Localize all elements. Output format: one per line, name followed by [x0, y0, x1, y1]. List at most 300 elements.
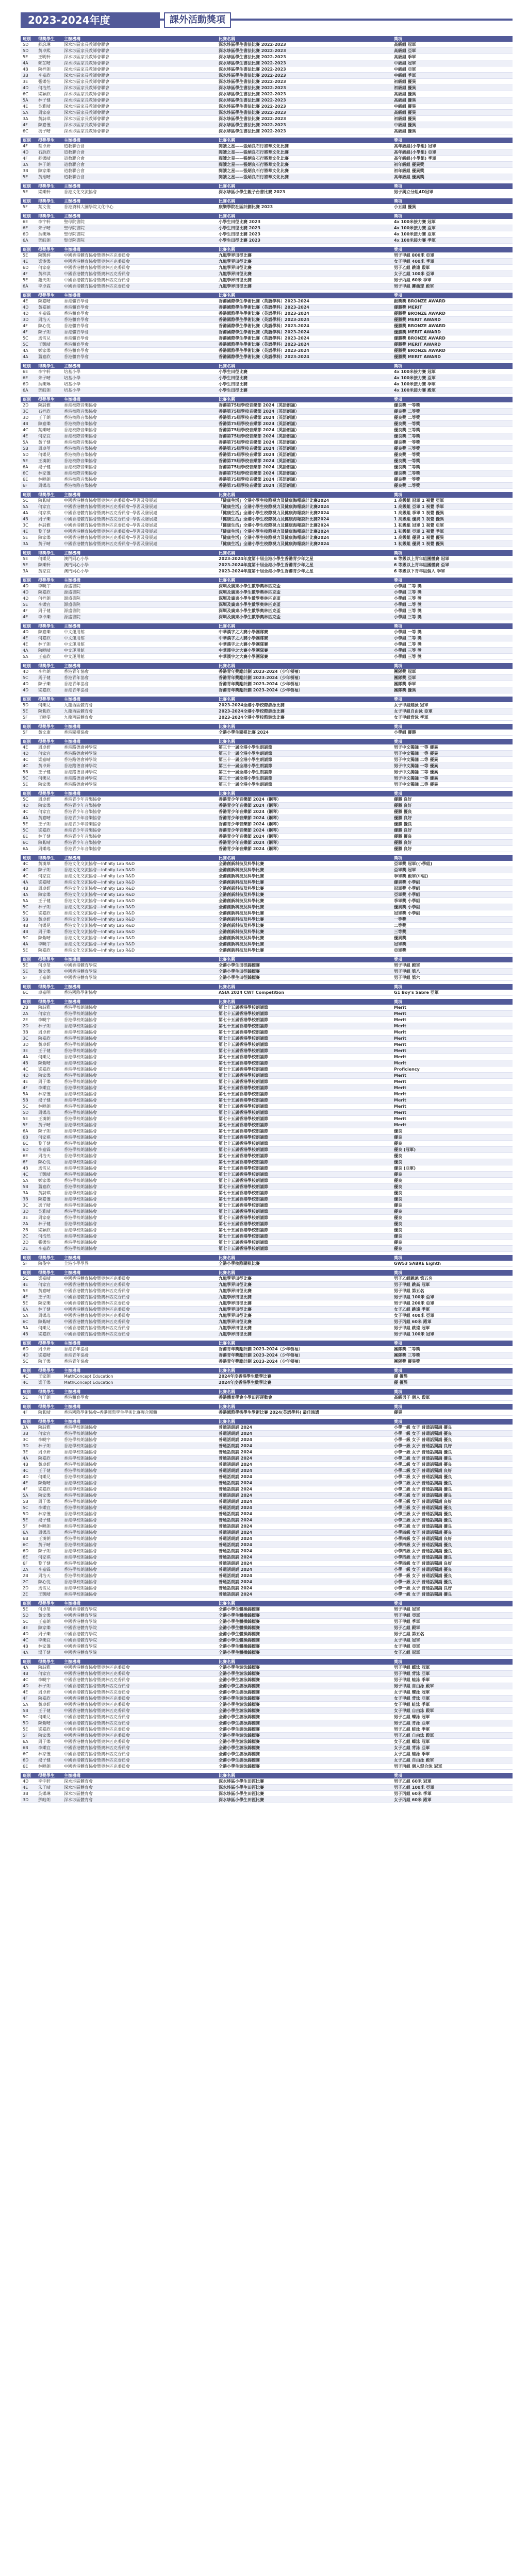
competition-cell: 閱讀之星——張炳良石行將華文化比賽 [217, 174, 392, 180]
student-cell: 何樂兒 [36, 1325, 62, 1331]
student-cell: 陳紫晴 [36, 1410, 62, 1416]
organizer-cell: 香港學校朗誦協會 [62, 1591, 217, 1598]
table-header-row [21, 1773, 513, 1778]
award-cell: 優良 [392, 1246, 513, 1252]
column-header: 獎項 [392, 697, 513, 702]
award-cell: 初級組 優異 [392, 79, 513, 85]
organizer-cell: 深水埗區家長教師會聯會 [62, 122, 217, 128]
award-cell: 初年級組 優異獎 [392, 168, 513, 174]
award-cell: 女子乙組 蛙泳 季軍 [392, 1751, 513, 1757]
competition-cell: 深圳及廣東小學生數學奧林匹克盃 [217, 583, 392, 589]
organizer-cell: 香港學校朗誦協會 [62, 1573, 217, 1579]
student-cell: 蘇樂晴 [36, 156, 62, 162]
table-row [21, 1165, 513, 1172]
organizer-cell: 香港體育學會 [62, 298, 217, 304]
column-header: 班別 [21, 578, 36, 583]
award-cell: 小學三級 女子 普通話獨誦 優良 [392, 1511, 513, 1517]
student-cell: 林子朗 [36, 1683, 62, 1689]
competition-cell: 第七十五屆香港學校朗誦節 [217, 1246, 392, 1252]
award-cell: 小學一級 女子 普通話獨誦 優良 [392, 1567, 513, 1573]
table-row [21, 1085, 513, 1091]
table-row [21, 1221, 513, 1227]
award-cell: Merit [392, 1097, 513, 1104]
competition-cell: 全港小學生體操錦標賽 [217, 1631, 392, 1637]
organizer-cell: 香港校際音樂協會 [62, 433, 217, 439]
column-header: 比賽名稱 [217, 739, 392, 744]
class-cell: 4D [21, 583, 36, 589]
competition-cell: 香港第75屆學校音樂節 2024（英語朗誦） [217, 433, 392, 439]
table-row [21, 769, 513, 775]
student-cell: 陳曉晴 [36, 648, 62, 654]
year-label: 2023-2024年度 [21, 12, 160, 28]
column-header: 獎項 [392, 1601, 513, 1606]
award-table [21, 36, 513, 134]
award-cell: 小學四級 女子 普通話獨誦 良好 [392, 1536, 513, 1542]
class-cell: 4E [21, 529, 36, 535]
table-row [21, 782, 513, 788]
award-cell: 優良 [392, 1240, 513, 1246]
table-row [21, 162, 513, 168]
student-cell: 陳嘉欣 [36, 1696, 62, 1702]
award-table [21, 1368, 513, 1386]
student-cell: 黃漢華 [36, 861, 62, 867]
table-row [21, 1530, 513, 1536]
class-cell: 5E [21, 556, 36, 562]
award-cell: 男子獨立分組4D冠軍 [392, 189, 513, 195]
student-cell: 馬雪兒 [36, 1585, 62, 1591]
class-cell: 4E [21, 259, 36, 265]
table-row [21, 629, 513, 635]
class-cell: 2D [21, 1240, 36, 1246]
award-table [21, 198, 513, 210]
organizer-cell: 香港文化交流協會—Infinity Lab R&D [62, 910, 217, 917]
organizer-cell: 培基小學 [62, 369, 217, 375]
class-cell: 5B [21, 1499, 36, 1505]
class-cell: 3D [21, 1209, 36, 1215]
column-header: 主辦機構 [62, 247, 217, 252]
class-cell: 6A [21, 387, 36, 394]
student-cell: 卓嘉明 [36, 990, 62, 996]
competition-cell: ASIA 2024 CWT Competition [217, 990, 392, 996]
award-cell: 小學組 二等 獎 [392, 635, 513, 641]
organizer-cell: 中國香港體育協會暨奧林匹克委員會 [62, 1307, 217, 1313]
award-cell: 小學四級 女子 普通話獨誦 良好 [392, 1561, 513, 1567]
competition-cell: 全港小學生田徑錦標賽 [217, 962, 392, 969]
column-header: 獎項 [392, 198, 513, 204]
class-cell: 4C [21, 1468, 36, 1474]
organizer-cell: 香港體育學會 [62, 1395, 217, 1401]
column-header: 班別 [21, 492, 36, 498]
competition-cell: 第七十五屆香港學校朗誦節 [217, 1023, 392, 1029]
award-cell: 女子甲組 400米 亞軍 [392, 1313, 513, 1319]
award-cell: 優勝 良好 [392, 803, 513, 809]
organizer-cell: 深水埗區體育會 [62, 1785, 217, 1791]
organizer-cell: 香港學校朗誦協會 [62, 1128, 217, 1134]
student-cell: 王子健 [36, 1708, 62, 1714]
organizer-cell: 中國香港體育協會暨奧林匹克委員會 [62, 259, 217, 265]
column-header: 主辦機構 [62, 198, 217, 204]
class-cell: 4D [21, 596, 36, 602]
organizer-cell: 香港體育學會 [62, 311, 217, 317]
student-cell: 王子朗 [36, 1294, 62, 1300]
student-cell: 陳詩雅 [36, 1005, 62, 1011]
class-cell: 4F [21, 608, 36, 614]
student-cell: 林子朗 [36, 904, 62, 910]
organizer-cell: 香港青少年音樂協會 [62, 821, 217, 827]
award-cell: 1 初級組 優異 1 視覺 優異 [392, 541, 513, 547]
competition-cell: 香港青少年音樂節 2024（鋼琴） [217, 821, 392, 827]
column-header: 比賽名稱 [217, 1404, 392, 1410]
competition-cell: 全港小學生游泳錦標賽 [217, 1751, 392, 1757]
table-row [21, 1631, 513, 1637]
award-cell: 高年級組(小學組) 亞軍 [392, 149, 513, 156]
class-cell: 3B [21, 168, 36, 174]
award-cell: 男子乙組跳遠 第五名 [392, 1276, 513, 1282]
award-cell: 男子乙組 跳遠 殿軍 [392, 265, 513, 271]
competition-cell: 香港青年獎勵計劃 2023-2024（少年領袖） [217, 1359, 392, 1365]
column-header: 獎項 [392, 293, 513, 298]
organizer-cell: 深水埗區體育會 [62, 1778, 217, 1785]
class-cell: 4B [21, 516, 36, 522]
class-cell: 4A [21, 1054, 36, 1060]
award-cell: 優良 [392, 1227, 513, 1233]
table-row [21, 775, 513, 782]
organizer-cell: 香港學校朗誦協會 [62, 1455, 217, 1462]
organizer-cell: 香港學校朗誦協會 [62, 1122, 217, 1128]
class-cell: 5E [21, 189, 36, 195]
competition-cell: 普通話朗誦 2024 [217, 1499, 392, 1505]
class-cell: 2B [21, 1005, 36, 1011]
table-row [21, 381, 513, 387]
table-row [21, 522, 513, 529]
class-cell: 5B [21, 769, 36, 775]
student-cell: 蕭嘉欣 [36, 354, 62, 360]
award-cell: 男子甲組 100米 亞軍 [392, 1294, 513, 1300]
table-row [21, 744, 513, 751]
competition-cell: 普通話朗誦 2024 [217, 1486, 392, 1493]
student-cell: 何家豪 [36, 265, 62, 271]
competition-cell: 九龍學界田徑比賽 [217, 252, 392, 259]
award-cell: 小學二級 女子 普通話獨誦 優良 [392, 1486, 513, 1493]
competition-cell: 中華漢字之大賽小學團隊賽 [217, 641, 392, 648]
award-cell: 優異獎 小學組 [392, 879, 513, 886]
award-cell: 男子甲組 跳遠 冠軍 [392, 1325, 513, 1331]
table-row [21, 827, 513, 834]
class-cell: 6D [21, 1147, 36, 1153]
table-row [21, 1282, 513, 1288]
table-row [21, 1233, 513, 1240]
column-header: 得獎學生 [36, 293, 62, 298]
column-header: 獎項 [392, 663, 513, 669]
award-table [21, 213, 513, 244]
award-cell: 二等獎 [392, 923, 513, 929]
column-header: 主辦機構 [62, 1389, 217, 1395]
organizer-cell: 中文運用館 [62, 641, 217, 648]
table-row [21, 1196, 513, 1202]
competition-cell: 全港創新科技及科學比賽 [217, 879, 392, 886]
award-cell: 優異 [392, 1410, 513, 1416]
organizer-cell: 香港學校朗誦協會 [62, 1480, 217, 1486]
table-row [21, 1511, 513, 1517]
table-header-row [21, 363, 513, 369]
class-cell: 2B [21, 1227, 36, 1233]
competition-cell: 中華漢字之大賽小學團隊賽 [217, 635, 392, 641]
student-cell: 周卓妍 [36, 886, 62, 892]
table-header-row [21, 1341, 513, 1346]
competition-cell: 深圳及廣東小學生數學奧林匹克盃 [217, 602, 392, 608]
competition-cell: 第七十五屆香港學校朗誦節 [217, 1097, 392, 1104]
table-row [21, 1023, 513, 1029]
table-row [21, 568, 513, 574]
class-cell: 5C [21, 1104, 36, 1110]
competition-cell: 小學生田徑比賽 [217, 375, 392, 381]
class-cell: 5E [21, 1300, 36, 1307]
table-row [21, 757, 513, 763]
table-row [21, 1579, 513, 1585]
column-header: 得獎學生 [36, 1659, 62, 1665]
student-cell: 王子朗 [36, 821, 62, 827]
competition-cell: 全港創新科技及科學比賽 [217, 861, 392, 867]
organizer-cell: 香港學校朗誦協會 [62, 1178, 217, 1184]
class-cell: 5C [21, 910, 36, 917]
student-cell: 陳子樂 [36, 681, 62, 687]
competition-cell: 普通話朗誦 2024 [217, 1468, 392, 1474]
column-header: 班別 [21, 1601, 36, 1606]
student-cell: 張樂怡 [36, 1240, 62, 1246]
competition-cell: 全港小學生體操錦標賽 [217, 1606, 392, 1613]
organizer-cell: 中國香港體育學院 [62, 1606, 217, 1613]
table-row [21, 85, 513, 91]
class-cell: 4B [21, 886, 36, 892]
competition-cell: 全港小學生游泳錦標賽 [217, 1764, 392, 1770]
table-header-row [21, 578, 513, 583]
column-header: 得獎學生 [36, 1419, 62, 1425]
award-table [21, 1601, 513, 1656]
student-cell: 葉樂晴 [36, 427, 62, 433]
award-cell: 優 優異 [392, 1374, 513, 1380]
organizer-cell: 聖母院書院 [62, 238, 217, 244]
table-row [21, 1134, 513, 1141]
student-cell: 張樂怡 [36, 79, 62, 85]
student-cell: 林子健 [36, 1307, 62, 1313]
student-cell: 林子朗 [36, 162, 62, 168]
award-cell: Merit [392, 1011, 513, 1017]
table-row [21, 803, 513, 809]
competition-cell: 香港第75屆學校音樂節 2024（英語朗誦） [217, 470, 392, 477]
competition-cell: 全港小學生游泳錦標賽 [217, 1689, 392, 1696]
table-row [21, 354, 513, 360]
column-header: 比賽名稱 [217, 578, 392, 583]
competition-cell: 普通話朗誦 2024 [217, 1591, 392, 1598]
student-cell: 何樂兒 [36, 1054, 62, 1060]
student-cell: 林子朗 [36, 641, 62, 648]
award-cell: Merit [392, 1073, 513, 1079]
award-cell: 亞軍獎 冠軍(小學組) [392, 861, 513, 867]
column-header: 獎項 [392, 247, 513, 252]
student-cell: 林詩雅 [36, 522, 62, 529]
organizer-cell: 中國香港體育協會暨奧林匹克委員會─學習及發展處 [62, 541, 217, 547]
student-cell: 何嘉欣 [36, 635, 62, 641]
award-table [21, 183, 513, 195]
column-header: 獎項 [392, 138, 513, 143]
column-header: 比賽名稱 [217, 791, 392, 796]
organizer-cell: 香港路德會神學院 [62, 744, 217, 751]
organizer-cell: 中國香港體育協會暨奧林匹克委員會 [62, 1325, 217, 1331]
competition-cell: 普通話朗誦 2024 [217, 1579, 392, 1585]
student-cell: 李樂宜 [36, 1505, 62, 1511]
organizer-cell: 香港文化交流協會 [62, 189, 217, 195]
award-cell: 優良獎 二等獎 [392, 464, 513, 470]
student-cell: 馮子晴 [36, 128, 62, 134]
class-cell: 5E [21, 782, 36, 788]
organizer-cell: 澳門同心小學 [62, 568, 217, 574]
student-cell: 周樂瑤 [36, 1313, 62, 1319]
student-cell: 王凱晴 [36, 1172, 62, 1178]
organizer-cell: 香港青少年音樂協會 [62, 840, 217, 846]
competition-cell: 深水埗區學生書法比賽 2022-2023 [217, 97, 392, 104]
award-cell: 小學一級 女子 普通話獨誦 優良 [392, 1431, 513, 1437]
column-header: 比賽名稱 [217, 1389, 392, 1395]
table-row [21, 470, 513, 477]
award-cell: 小學三級 女子 普通話獨誦 優良 [392, 1523, 513, 1530]
competition-cell: 普通話朗誦 2024 [217, 1462, 392, 1468]
class-cell: 5C [21, 675, 36, 681]
class-cell: 4D [21, 1631, 36, 1637]
competition-cell: 香港青少年音樂節 2024（鋼琴） [217, 809, 392, 815]
table-header-row [21, 1389, 513, 1395]
competition-cell: 香港第75屆學校音樂節 2024（英語朗誦） [217, 415, 392, 421]
student-cell: 鄭家樂 [36, 348, 62, 354]
competition-cell: 全港小學生游泳錦標賽 [217, 1739, 392, 1745]
award-cell: 女子甲組 蛙泳 季軍 [392, 1702, 513, 1708]
table-row [21, 1073, 513, 1079]
student-cell: 周子樂 [36, 516, 62, 522]
award-cell: 男子丙組 60米 季軍 [392, 1791, 513, 1797]
organizer-cell: 香港文化交流協會—Infinity Lab R&D [62, 929, 217, 935]
award-cell: 小學一級 女子 普通話獨誦 優良 [392, 1437, 513, 1443]
student-cell: 梁嘉晴 [36, 879, 62, 886]
class-cell: 4E [21, 1282, 36, 1288]
table-row [21, 317, 513, 323]
competition-cell: 香港青年獎勵計劃 2023-2024（少年領袖） [217, 687, 392, 693]
table-row [21, 1683, 513, 1689]
competition-cell: 「健康生活」全港小學生校際視力及健康海報設計比賽2024 [217, 522, 392, 529]
award-cell: 4x 100米接力賽 亞軍 [392, 231, 513, 238]
award-cell: 小學四級 女子 普通話獨誦 優良 [392, 1548, 513, 1554]
student-cell: 何家宜 [36, 809, 62, 815]
organizer-cell: 香港路德會神學院 [62, 757, 217, 763]
column-header: 班別 [21, 623, 36, 629]
organizer-cell: 香港學校朗誦協會 [62, 1153, 217, 1159]
award-cell: 男子中文獨誦 二等 優異 [392, 782, 513, 788]
class-cell: 4B [21, 929, 36, 935]
student-cell: 陳俊宇 [36, 1261, 62, 1267]
organizer-cell: 培基小學 [62, 387, 217, 394]
table-row [21, 48, 513, 54]
competition-cell: 普通話朗誦 2024 [217, 1523, 392, 1530]
student-cell: 吳樂琳 [36, 231, 62, 238]
competition-cell: 第七十五屆香港學校朗誦節 [217, 1122, 392, 1128]
student-cell: 黃嘉晴 [36, 1288, 62, 1294]
award-cell: 季軍獎 殿軍(中組) [392, 873, 513, 879]
table-row [21, 421, 513, 427]
class-cell: 6A [21, 1307, 36, 1313]
table-row [21, 1066, 513, 1073]
student-cell: 陳嘉欣 [36, 1455, 62, 1462]
organizer-cell: 中國香港體育學院 [62, 1613, 217, 1619]
class-cell: 6F [21, 483, 36, 489]
competition-cell: 全港小學生體操錦標賽 [217, 1637, 392, 1643]
student-cell: 王嘉朗 [36, 1619, 62, 1625]
class-cell: 6A [21, 1739, 36, 1745]
class-cell: 4D [21, 149, 36, 156]
table-row [21, 917, 513, 923]
organizer-cell: 香港學校朗誦協會 [62, 1530, 217, 1536]
organizer-cell: 香港校際音樂協會 [62, 402, 217, 409]
competition-cell: 全港小學生體操錦標賽 [217, 1625, 392, 1631]
student-cell: 王嘉朗 [36, 975, 62, 981]
student-cell: 王漢朝 [36, 1536, 62, 1542]
competition-cell: 香港青年獎勵計劃 2023-2024（少年領袖） [217, 1346, 392, 1352]
award-cell: 小學一級 女子 普通話獨誦 優良 [392, 1425, 513, 1431]
student-cell: 湯子健 [36, 1650, 62, 1656]
organizer-cell: 道教聯合會 [62, 143, 217, 149]
student-cell: 陳紫晴 [36, 1720, 62, 1726]
organizer-cell: 香港學校朗誦協會 [62, 1523, 217, 1530]
competition-cell: 全港小學生游泳錦標賽 [217, 1733, 392, 1739]
organizer-cell: 香港國際學術協會─香港國際學生學術比賽聯合團體 [62, 1410, 217, 1416]
organizer-cell: 中國香港體育協會暨奧林匹克委員會 [62, 1733, 217, 1739]
award-cell: 小學一級 女子 普通話獨誦 優良 [392, 1579, 513, 1585]
column-header: 獎項 [392, 1659, 513, 1665]
competition-cell: 普通話朗誦 2024 [217, 1455, 392, 1462]
table-header-row [21, 550, 513, 556]
class-cell: 6A [21, 283, 36, 290]
competition-cell: 香港國際學生學術比賽（英語學科）2023-2024 [217, 335, 392, 342]
class-cell: 4F [21, 1486, 36, 1493]
student-cell: 李曉宇 [36, 583, 62, 589]
award-cell: 初年級組 優異獎 [392, 162, 513, 168]
student-cell: 湯子健 [36, 1757, 62, 1764]
table-row [21, 1455, 513, 1462]
student-cell: 周子樂 [36, 1631, 62, 1637]
column-header: 得獎學生 [36, 183, 62, 189]
student-cell: 何樂兒 [36, 452, 62, 458]
organizer-cell: 香港體育學會 [62, 317, 217, 323]
organizer-cell: 中國香港體育協會暨奧林匹克委員會 [62, 1313, 217, 1319]
class-cell: 4F [21, 329, 36, 335]
student-cell: 黃文康 [36, 730, 62, 736]
award-cell: 優勝獎 BRONZE AWARD [392, 323, 513, 329]
column-header: 班別 [21, 663, 36, 669]
table-row [21, 439, 513, 446]
class-cell: 4C [21, 1172, 36, 1178]
competition-cell: 第七十五屆香港學校朗誦節 [217, 1209, 392, 1215]
competition-cell: 深水埗區學生書法比賽 2022-2023 [217, 110, 392, 116]
award-cell: 女子甲組蛙泳 冠軍 [392, 702, 513, 708]
organizer-cell: 中國香港體育協會暨奧林匹克委員會 [62, 1665, 217, 1671]
award-cell: 男子甲組 第五名 [392, 1288, 513, 1294]
award-cell: 優勝獎 MERIT AWARD [392, 329, 513, 335]
organizer-cell: 香港學校朗誦協會 [62, 1060, 217, 1066]
class-cell: 2A [21, 1567, 36, 1573]
student-cell: 何家祺 [36, 510, 62, 516]
table-row [21, 589, 513, 596]
table-row [21, 898, 513, 904]
competition-cell: 香港第75屆學校音樂節 2024（英語朗誦） [217, 483, 392, 489]
competition-cell: 深圳及廣東小學生數學奧林匹克盃 [217, 596, 392, 602]
student-cell: 蘇詠琳 [36, 42, 62, 48]
